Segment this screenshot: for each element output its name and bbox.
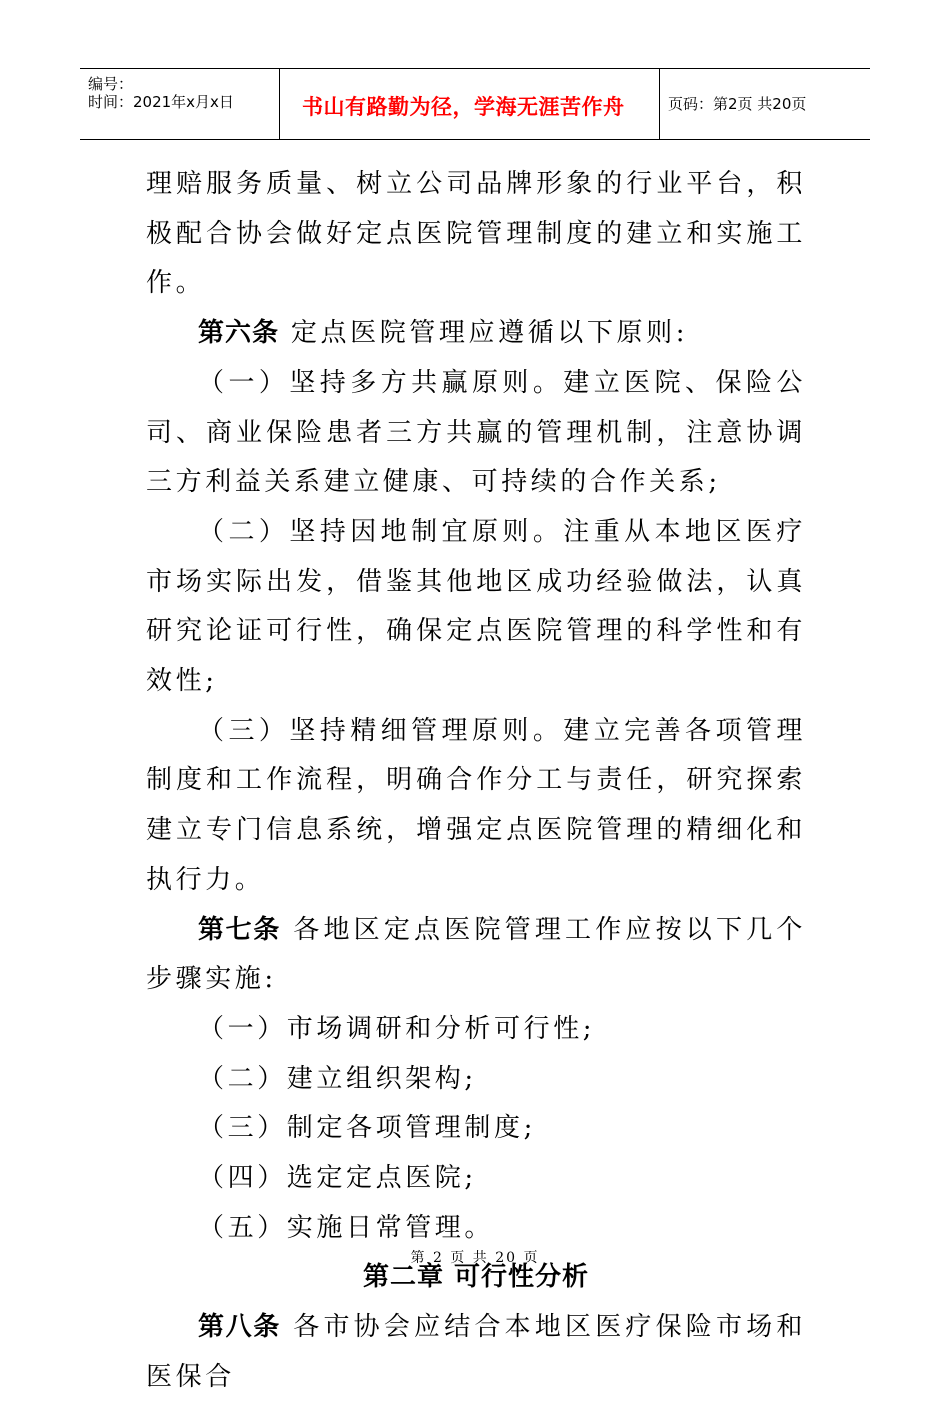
paragraph-text: 各地区定点医院管理工作应按以下几个步骤实施: (146, 914, 806, 995)
document-number-label: 编号： (88, 75, 134, 93)
paragraph (146, 359, 806, 508)
paragraph-text: （一）市场调研和分析可行性; (198, 1013, 596, 1044)
article-paragraph (146, 309, 806, 359)
page-header (80, 68, 870, 140)
header-page-number: 页码：第2页 共20页 (668, 95, 807, 113)
chapter-title: 第二章 可行性分析 (362, 1262, 590, 1293)
article-number: 第八条 (198, 1312, 281, 1343)
paragraph-text: （四）选定定点医院; (198, 1163, 477, 1194)
list-item (146, 1204, 806, 1254)
paragraph-text: 定点医院管理应遵循以下原则: (290, 318, 689, 349)
header-motto: 书山有路勤为径，学海无涯苦作舟 (302, 95, 625, 119)
page-footer: 第 2 页 共 20 页 (410, 1250, 540, 1266)
list-item (146, 1055, 806, 1105)
paragraph-text: 理赔服务质量、树立公司品牌形象的行业平台，积极配合协会做好定点医院管理制度的建立和实施工作。 (146, 169, 806, 299)
paragraph-text: （五）实施日常管理。 (198, 1212, 495, 1243)
article-number: 第六条 (198, 318, 280, 349)
paragraph (146, 508, 806, 707)
paragraph (146, 707, 806, 906)
paragraph-text: 各市协会应结合本地区医疗保险市场和医保合 (146, 1312, 806, 1392)
list-item (146, 1104, 806, 1154)
paragraph-text: （二）建立组织架构; (198, 1063, 477, 1094)
paragraph-text: （二）坚持因地制宜原则。注重从本地区医疗市场实际出发，借鉴其他地区成功经验做法，认真研究论证可行性，确保定点医院管理的科学性和有效性; (146, 516, 806, 697)
paragraph (146, 160, 806, 309)
article-paragraph (146, 1303, 806, 1402)
article-number: 第七条 (198, 914, 281, 945)
paragraph-text: （三）坚持精细管理原则。建立完善各项管理制度和工作流程，明确合作分工与责任，研究探索建立专门信息系统，增强定点医院管理的精细化和执行力。 (146, 715, 806, 895)
document-time-label: 时间：2021年x月x日 (88, 93, 234, 111)
paragraph-text: （三）制定各项管理制度; (198, 1113, 536, 1144)
header-info-cell (80, 69, 280, 139)
header-page-cell (660, 69, 870, 139)
list-item (146, 1154, 806, 1204)
document-body (146, 160, 806, 1403)
list-item (146, 1005, 806, 1055)
article-paragraph (146, 906, 806, 1005)
header-motto-cell (280, 69, 660, 139)
paragraph-text: （一）坚持多方共赢原则。建立医院、保险公司、商业保险患者三方共赢的管理机制，注意协调三方利益关系建立健康、可持续的合作关系; (146, 367, 806, 498)
